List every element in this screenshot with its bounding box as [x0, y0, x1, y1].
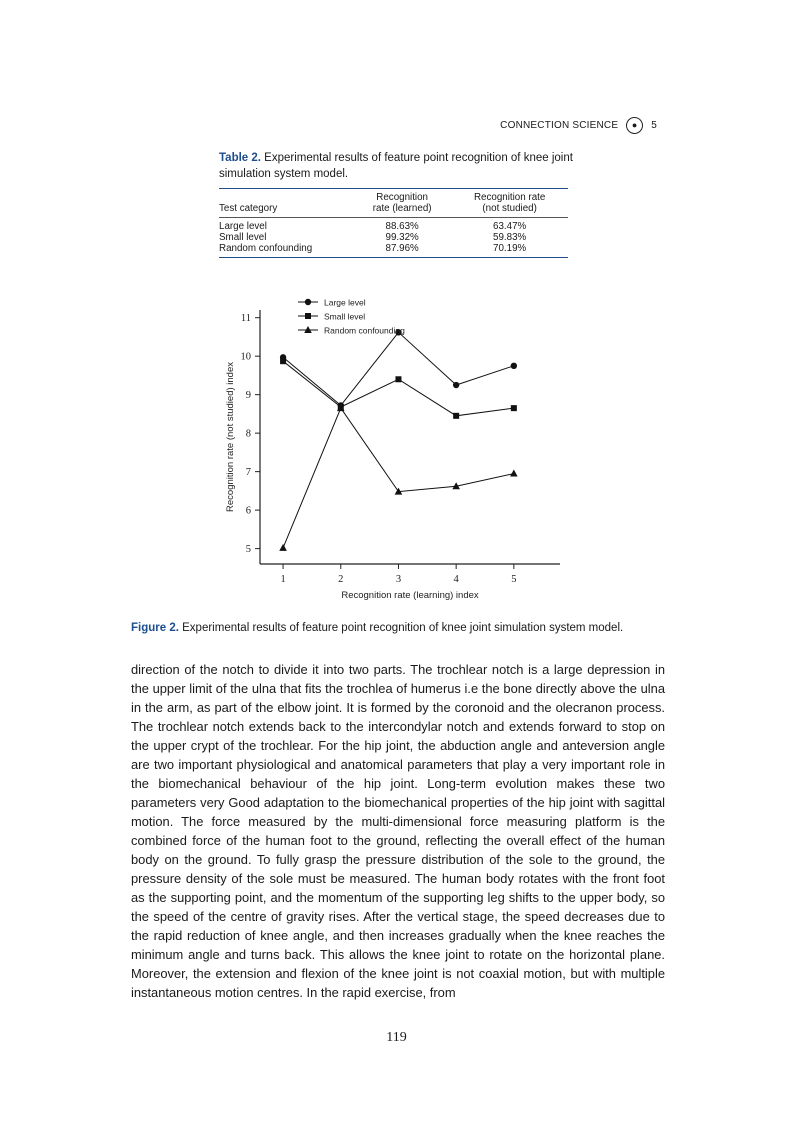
data-point — [279, 544, 287, 551]
series-line — [283, 408, 514, 548]
x-tick-label: 5 — [511, 574, 517, 585]
data-point — [511, 363, 517, 369]
table-cell: Random confounding — [219, 243, 353, 258]
table-row — [219, 232, 568, 243]
data-point — [280, 358, 286, 364]
line-chart — [215, 292, 575, 610]
legend-label: Random confounding — [324, 325, 405, 336]
legend-label: Large level — [324, 297, 366, 308]
table-cell: Large level — [219, 221, 267, 232]
y-tick-label: 6 — [245, 505, 251, 517]
table-header-row — [219, 189, 568, 218]
journal-logo-icon: ● — [626, 117, 643, 134]
table-header — [219, 189, 353, 218]
figure-caption-text: Experimental results of feature point recognition of knee joint simulation system model. — [182, 622, 624, 634]
legend-label: Small level — [324, 311, 366, 322]
y-axis-label: Recognition rate (not studied) index — [225, 362, 236, 512]
x-tick-label: 1 — [280, 574, 286, 585]
header-line: rate (learned) — [372, 203, 432, 214]
body-text — [131, 660, 665, 1002]
journal-name: CONNECTION SCIENCE — [500, 120, 619, 131]
table-row — [219, 218, 568, 233]
table-cell: 63.47% — [493, 221, 527, 232]
y-tick-label: 5 — [245, 544, 251, 556]
header-line: (not studied) — [482, 203, 537, 214]
table-header — [451, 189, 568, 218]
figure-label: Figure 2. — [131, 622, 179, 634]
body-paragraph: direction of the notch to divide it into two parts. The trochlear notch is a large depression in the upper limit of the ulna that fits the trochlea of humerus i.e the bone directly above the ulna in the arm, as part of the elbow joint. It is formed by the coronoid and the olecranon process. The trochlear notch extends back to the intercondylar notch and extends forward to stop on the upper crypt of the trochlear. For the hip joint, the abduction angle and anteversion angle are two important physiological and anatomical parameters that play a very important role in the biomechanical behaviour of the hip joint. Long-term evolution makes these two parameters very Good adaptation to the biomechanical properties of the hip joint with sagittal motion. The force measured by the multi-dimensional force measuring platform is the combined force of the human foot to the ground, reflecting the overall effect of the human body on the ground. To fully grasp the pressure distribution of the sole to the ground, the pressure density of the sole must be measured. The human body rotates with the front foot as the supporting point, and the momentum of the supporting leg shifts to the upper body, so the speed of the centre of gravity rises. After the vertical stage, the speed decreases due to the rapid reduction of knee angle, and then increases gradually when the knee reaches the minimum angle and turns back. This allows the knee joint to rotate on the horizontal plane. Moreover, the extension and flexion of the knee joint is not coaxial motion, but with multiple instantaneous motion centres. In the rapid exercise, from — [131, 662, 665, 1000]
page-number: 119 — [386, 1030, 407, 1045]
table-caption — [219, 150, 579, 182]
y-tick-label: 8 — [245, 428, 251, 440]
table-cell: 70.19% — [451, 243, 568, 258]
results-table — [219, 188, 568, 258]
legend-marker — [305, 313, 311, 319]
y-tick-label: 10 — [240, 351, 251, 363]
data-point — [395, 376, 401, 382]
table-cell: 59.83% — [493, 232, 527, 243]
header-line: Recognition rate — [473, 192, 546, 203]
table-header — [353, 189, 451, 218]
table-cell: 88.63% — [385, 221, 419, 232]
x-tick-label: 2 — [338, 574, 344, 585]
table-cell: 87.96% — [353, 243, 451, 258]
y-tick-label: 7 — [245, 467, 251, 479]
legend-marker — [305, 299, 311, 305]
table-caption-text: Experimental results of feature point recognition of knee joint simulation system model. — [219, 152, 573, 180]
data-point — [510, 470, 518, 477]
y-tick-label: 9 — [245, 390, 251, 402]
data-point — [511, 405, 517, 411]
figure-caption — [131, 622, 623, 634]
running-head — [500, 117, 657, 134]
header-line: Test category — [219, 203, 278, 214]
table-row — [219, 243, 568, 258]
series-line — [283, 361, 514, 416]
x-axis-label: Recognition rate (learning) index — [341, 590, 479, 601]
table-cell: 99.32% — [385, 232, 419, 243]
data-point — [453, 382, 459, 388]
x-tick-label: 4 — [453, 574, 459, 585]
x-tick-label: 3 — [395, 574, 402, 585]
running-page-number: 5 — [651, 120, 657, 131]
table-cell: Small level — [219, 232, 267, 243]
header-line: Recognition — [376, 192, 429, 203]
series-line — [283, 332, 514, 405]
y-tick-label: 11 — [240, 313, 251, 325]
data-point — [453, 413, 459, 419]
table-label: Table 2. — [219, 152, 261, 164]
